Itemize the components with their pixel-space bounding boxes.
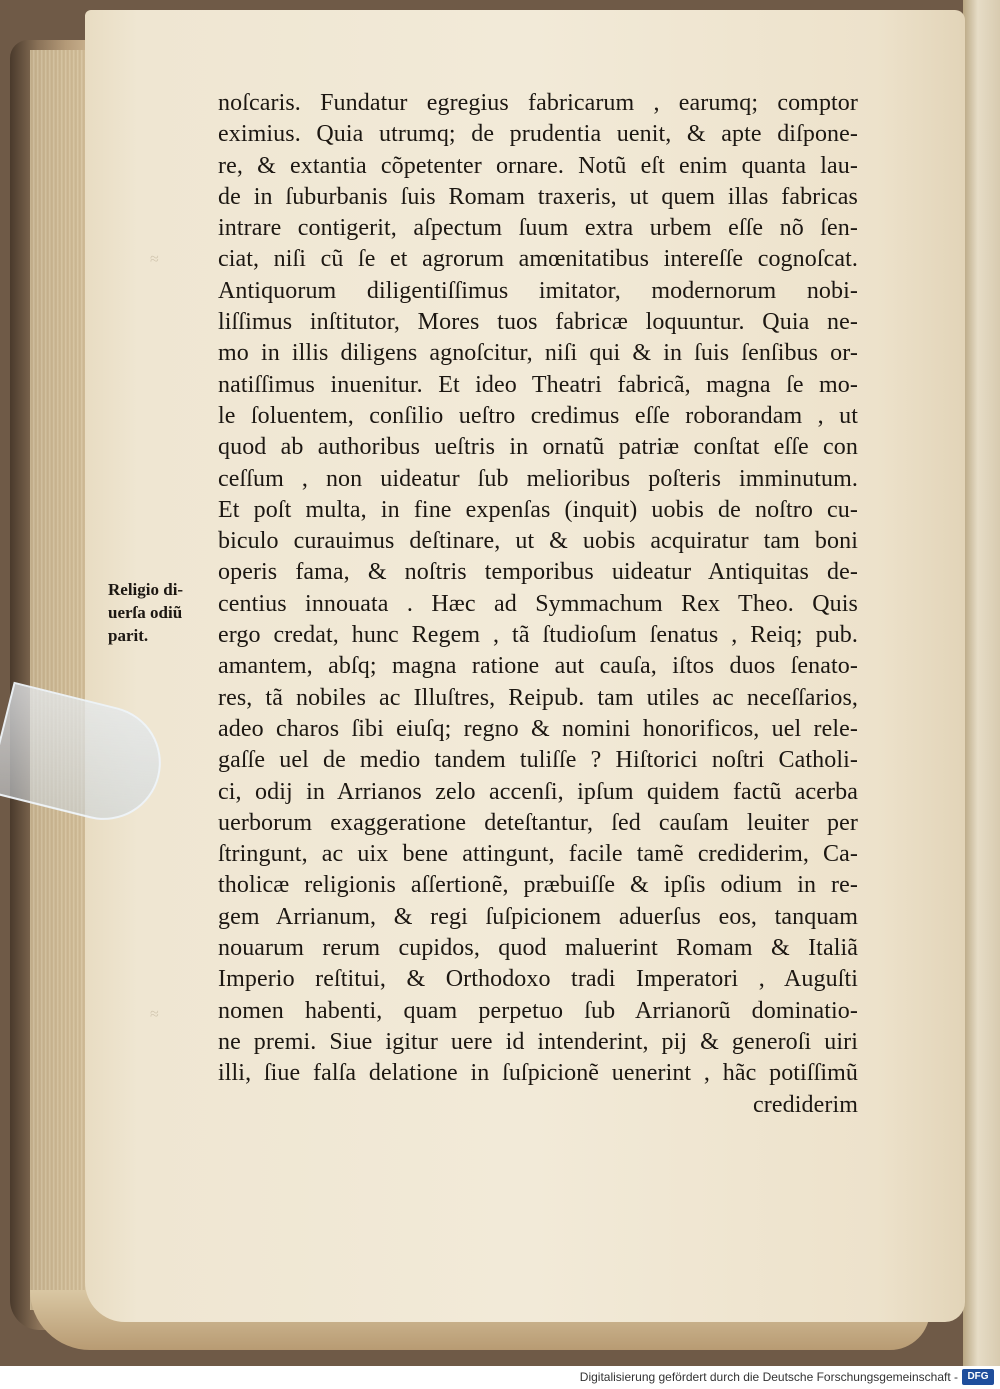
bleed-through-mark: ≈ (150, 251, 159, 268)
marginal-note-line: parit. (108, 626, 149, 645)
text-line: eximius. Quia utrumq; de prudentia uenit, & apte diſpone- (218, 121, 858, 148)
text-line: nomen habenti, quam perpetuo ſub Arrianorũ dominatio- (218, 997, 858, 1024)
text-line: gem Arrianum, & regi ſuſpicionem aduerſus eos, tanquam (218, 903, 858, 930)
text-line: de in ſuburbanis ſuis Romam traxeris, ut quem illas fabricas (218, 183, 858, 210)
bleed-through-mark: ≈ (150, 1006, 159, 1023)
text-line: mo in illis diligens agnoſcitur, niſi qui & in ſuis ſenſibus or- (218, 340, 858, 367)
marginal-note (108, 578, 218, 647)
text-line: liſſimus inſtitutor, Mores tuos fabricæ loquuntur. Quia ne- (218, 309, 858, 336)
facing-page-edge (963, 0, 1000, 1366)
text-line: centius innouata . Hæc ad Symmachum Rex Theo. Quis (218, 590, 858, 617)
text-line: res, tã nobiles ac Illuſtres, Reipub. tam utiles ac neceſſarios, (218, 684, 858, 711)
marginal-note-line: uerſa odiũ (108, 603, 183, 622)
text-line: quod ab authoribus ueſtris in ornatũ patriæ conſtat eſſe con (218, 434, 858, 461)
text-line: noſcaris. Fundatur egregius fabricarum , earumq; comptor (218, 90, 858, 116)
text-line: ſtringunt, ac uix bene attingunt, facile tamẽ crediderim, Ca- (218, 841, 858, 868)
dfg-logo: DFG (962, 1369, 994, 1385)
text-line: natiſſimus inuenitur. Et ideo Theatri fabricã, magna ſe mo- (218, 371, 858, 398)
text-line: le ſoluentem, conſilio ueſtro credimus eſſe roborandam , ut (218, 402, 858, 429)
text-line: ceſſum , non uideatur ſub melioribus poſteris imminutum. (218, 465, 858, 492)
text-line: re, & extantia cõpetenter ornare. Notũ eſt enim quanta lau- (218, 152, 858, 179)
text-line: Imperio reſtitui, & Orthodoxo tradi Imperatori , Auguſti (218, 966, 858, 993)
text-line: nouarum rerum cupidos, quod maluerint Romam & Italiã (218, 935, 858, 962)
text-line: ne premi. Siue igitur uere id intenderint, pij & generoſi uiri (218, 1028, 858, 1055)
main-text-block (218, 88, 858, 1121)
text-line: Antiquorum diligentiſſimus imitator, modernorum nobi- (218, 277, 858, 304)
text-line: operis fama, & noſtris temporibus uideatur Antiquitas de- (218, 559, 858, 586)
page-stack (30, 50, 90, 1310)
catchword: crediderim (753, 1091, 858, 1118)
text-line: illi, ſiue falſa delatione in ſuſpicionẽ uenerint , hãc potiſſimũ (218, 1060, 858, 1087)
text-line: biculo curauimus deſtinare, ut & uobis acquiratur tam boni (218, 528, 858, 555)
text-line: intrare contigerit, aſpectum ſuum extra urbem eſſe nõ ſen- (218, 215, 858, 242)
text-line: Et poſt multa, in fine expenſas (inquit) uobis de noſtro cu- (218, 496, 858, 523)
text-line: gaſſe uel de medio tandem tuliſſe ? Hiſtorici noſtri Catholi- (218, 747, 858, 774)
text-line: adeo charos ſibi eiuſq; regno & nomini honorificos, uel rele- (218, 715, 858, 742)
text-line: uerborum exaggeratione deteſtantur, ſed cauſam leuiter per (218, 809, 858, 836)
text-line: amantem, abſq; magna ratione aut cauſa, iſtos duos ſenato- (218, 653, 858, 680)
text-line: ciat, niſi cũ ſe et agrorum amœnitatibus intereſſe cognoſcat. (218, 246, 858, 273)
text-line: ergo credat, hunc Regem , tã ſtudioſum ſenatus , Reiq; pub. (218, 622, 858, 649)
footer-bar (0, 1366, 1000, 1389)
marginal-note-line: Religio di- (108, 580, 184, 599)
footer-credit: Digitalisierung gefördert durch die Deutsche Forschungsgemeinschaft - (579, 1370, 958, 1384)
text-line: tholicæ religionis aſſertionẽ, præbuiſſe & ipſis odium in re- (218, 872, 858, 899)
text-line: ci, odij in Arrianos zelo accenſi, ipſum quidem factũ acerba (218, 778, 858, 805)
